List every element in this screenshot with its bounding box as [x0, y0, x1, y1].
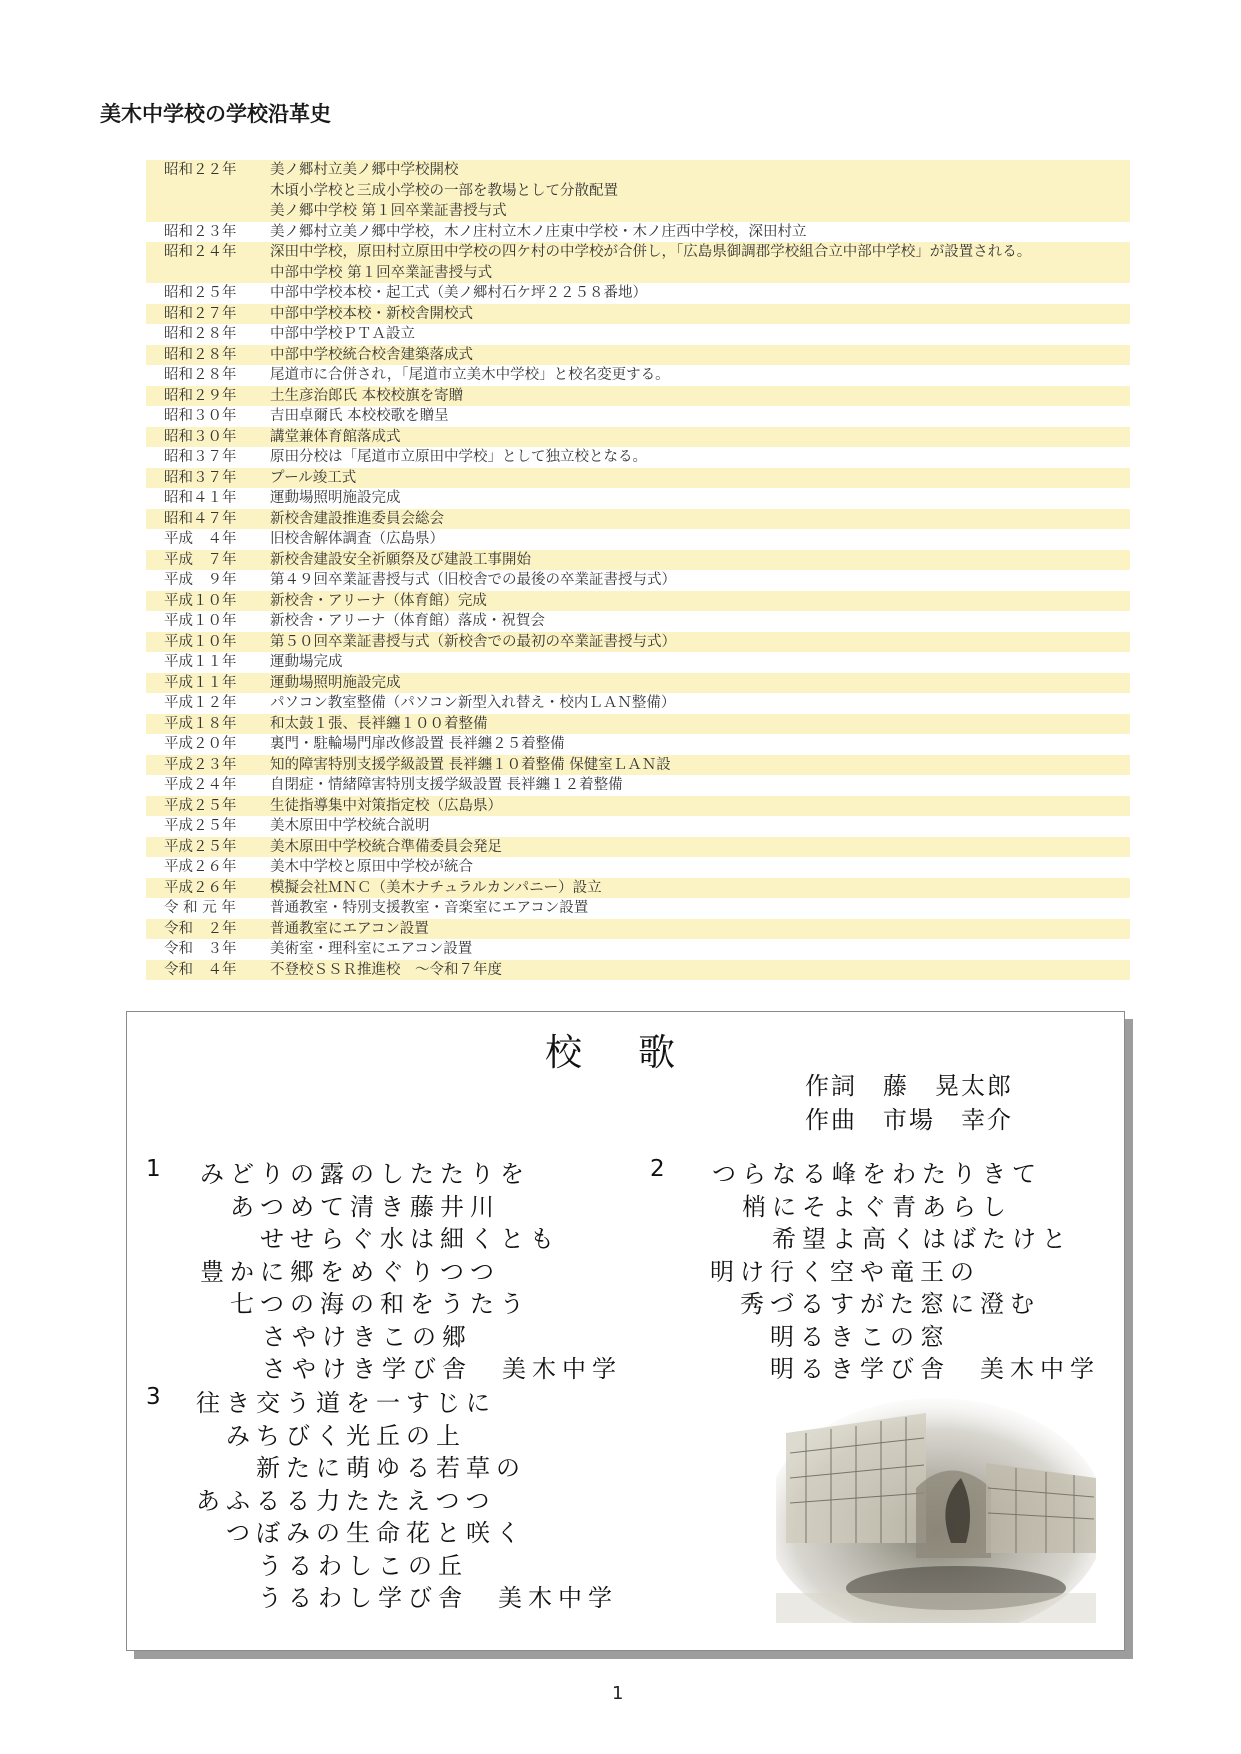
timeline-era: 令和 ４年	[164, 961, 237, 978]
timeline-event	[270, 488, 1130, 509]
timeline-era: 平成１２年	[164, 695, 237, 711]
timeline-era: 平成２６年	[164, 879, 237, 896]
verse-number: 3	[146, 1384, 161, 1410]
timeline-event-line: 中部中学校本校・新校舎開校式	[270, 305, 473, 322]
timeline-row	[146, 693, 1130, 714]
timeline-event-line: 中部中学校統合校舎建築落成式	[270, 346, 473, 363]
timeline-row	[146, 488, 1130, 509]
timeline-row	[146, 898, 1130, 919]
timeline-event-line: 普通教室・特別支援教室・音楽室にエアコン設置	[270, 900, 589, 916]
timeline-era: 平成２５年	[164, 797, 237, 814]
timeline-row	[146, 837, 1130, 858]
verse-number: 2	[650, 1156, 665, 1182]
verse-line: 秀づるすがた窓に澄む	[740, 1290, 1040, 1318]
timeline-era: 平成 ９年	[164, 572, 237, 588]
timeline-event-line: 土生彦治郎氏 本校校旗を寄贈	[270, 387, 464, 404]
verse-line: 梢にそよぐ青あらし	[742, 1192, 1012, 1221]
verse-line: うるわし学び舎 美木中学	[258, 1584, 618, 1612]
timeline-row	[146, 632, 1130, 653]
history-timeline	[146, 160, 1130, 980]
timeline-era: 昭和２８年	[164, 367, 237, 383]
timeline-row	[146, 550, 1130, 571]
verse-line: 往き交う道を一すじに	[196, 1389, 496, 1417]
song-title: 校歌	[545, 1031, 731, 1074]
timeline-era: 令和 ３年	[164, 941, 237, 957]
timeline-event	[270, 529, 1130, 550]
timeline-era: 平成２０年	[164, 736, 237, 752]
timeline-event-line: 美術室・理科室にエアコン設置	[270, 941, 473, 957]
verse-line: せせらぐ水は細くとも	[260, 1225, 560, 1253]
timeline-row	[146, 509, 1130, 530]
timeline-event	[270, 550, 1130, 571]
timeline-event	[270, 652, 1130, 673]
timeline-event	[270, 160, 1130, 222]
page-title: 美木中学校の学校沿革史	[100, 102, 331, 126]
verse-line: 明るきこの窓	[770, 1322, 950, 1351]
timeline-era: 昭和２８年	[164, 346, 237, 363]
verse-line: さやけき学び舎 美木中学	[262, 1355, 622, 1383]
timeline-row	[146, 857, 1130, 878]
timeline-event-line: 原田分校は「尾道市立原田中学校」として独立校となる。	[270, 449, 647, 465]
timeline-row	[146, 939, 1130, 960]
timeline-event-line: 和太鼓１張、長袢纏１００着整備	[270, 715, 488, 732]
timeline-event	[270, 406, 1130, 427]
timeline-event	[270, 591, 1130, 612]
timeline-era: 平成１０年	[164, 613, 237, 629]
timeline-row	[146, 529, 1130, 550]
timeline-event-line: 尾道市に合併され，「尾道市立美木中学校」と校名変更する。	[270, 367, 670, 383]
timeline-row	[146, 406, 1130, 427]
timeline-row	[146, 222, 1130, 243]
timeline-row	[146, 591, 1130, 612]
timeline-era: 昭和２３年	[164, 223, 237, 240]
timeline-event	[270, 304, 1130, 325]
timeline-event-line: 運動場照明施設完成	[270, 674, 401, 691]
timeline-event	[270, 324, 1130, 345]
timeline-event-line: 不登校ＳＳＲ推進校 ～令和７年度	[270, 961, 502, 978]
verse-line: 豊かに郷をめぐりつつ	[200, 1257, 500, 1286]
timeline-event-line: 美ノ郷村立美ノ郷中学校開校	[270, 162, 459, 178]
timeline-event	[270, 673, 1130, 694]
timeline-event	[270, 878, 1130, 899]
timeline-event	[270, 611, 1130, 632]
timeline-row	[146, 714, 1130, 735]
timeline-era: 昭和３０年	[164, 408, 237, 424]
timeline-era: 昭和２５年	[164, 285, 237, 301]
timeline-event	[270, 857, 1130, 878]
timeline-era: 平成１０年	[164, 592, 237, 609]
timeline-event	[270, 365, 1130, 386]
timeline-event-line: 運動場照明施設完成	[270, 490, 401, 506]
timeline-era: 昭和３７年	[164, 449, 237, 465]
verse-number: 1	[146, 1156, 161, 1182]
verse-line: 新たに萌ゆる若草の	[256, 1454, 526, 1482]
timeline-event-line: 新校舎・アリーナ（体育館）落成・祝賀会	[270, 613, 545, 629]
timeline-era: 平成１０年	[164, 633, 237, 650]
timeline-event	[270, 468, 1130, 489]
timeline-event	[270, 693, 1130, 714]
verse-line: つらなる峰をわたりきて	[712, 1160, 1042, 1188]
timeline-row	[146, 386, 1130, 407]
timeline-event	[270, 345, 1130, 366]
timeline-row	[146, 611, 1130, 632]
timeline-row	[146, 283, 1130, 304]
timeline-era: 令 和 元 年	[164, 900, 236, 916]
timeline-era: 平成２３年	[164, 756, 237, 773]
timeline-event	[270, 632, 1130, 653]
timeline-event-line: 普通教室にエアコン設置	[270, 920, 429, 937]
timeline-row	[146, 570, 1130, 591]
timeline-event-line: 旧校舎解体調査（広島県）	[270, 531, 444, 547]
timeline-event-line: 中部中学校 第１回卒業証書授与式	[270, 264, 493, 281]
verse-line: 明け行く空や竜王の	[710, 1257, 980, 1286]
timeline-event	[270, 796, 1130, 817]
timeline-era: 令和 ２年	[164, 920, 237, 937]
timeline-event-line: 吉田卓爾氏 本校校歌を贈呈	[270, 408, 449, 424]
timeline-era: 平成２４年	[164, 777, 237, 793]
timeline-row	[146, 345, 1130, 366]
timeline-row	[146, 734, 1130, 755]
timeline-era: 平成１８年	[164, 715, 237, 732]
timeline-row	[146, 242, 1130, 283]
timeline-event	[270, 447, 1130, 468]
timeline-era: 平成２５年	[164, 838, 237, 855]
timeline-event	[270, 898, 1130, 919]
timeline-era: 昭和４７年	[164, 510, 237, 527]
timeline-row	[146, 673, 1130, 694]
timeline-event	[270, 960, 1130, 981]
timeline-era: 平成１１年	[164, 674, 237, 691]
verse-line: みどりの露のしたたりを	[200, 1160, 530, 1188]
timeline-event	[270, 775, 1130, 796]
timeline-event-line: 木頃小学校と三成小学校の一部を教場として分散配置	[270, 182, 618, 199]
timeline-era: 昭和２７年	[164, 305, 237, 322]
timeline-event-line: 新校舎建設推進委員会総会	[270, 510, 444, 527]
verse-line: みちびく光丘の上	[226, 1421, 466, 1450]
verse-line: つぼみの生命花と咲く	[226, 1519, 526, 1547]
timeline-era: 昭和２９年	[164, 387, 237, 404]
timeline-event	[270, 222, 1130, 243]
timeline-row	[146, 919, 1130, 940]
timeline-row	[146, 755, 1130, 776]
timeline-event-line: 新校舎建設安全祈願祭及び建設工事開始	[270, 551, 531, 568]
timeline-era: 昭和３０年	[164, 428, 237, 445]
timeline-event-line: 深田中学校，原田村立原田中学校の四ケ村の中学校が合併し，「広島県御調郡学校組合立中部中学校」が設置される。	[270, 244, 1032, 260]
timeline-row	[146, 775, 1130, 796]
timeline-era: 平成１１年	[164, 654, 237, 670]
verse-line: あつめて清き藤井川	[230, 1192, 500, 1221]
timeline-era: 昭和２８年	[164, 326, 237, 342]
timeline-event	[270, 570, 1130, 591]
timeline-row	[146, 304, 1130, 325]
timeline-row	[146, 427, 1130, 448]
timeline-row	[146, 652, 1130, 673]
timeline-event-line: パソコン教室整備（パソコン新型入れ替え・校内ＬＡＮ整備）	[270, 695, 676, 711]
verse-line: うるわしこの丘	[258, 1551, 468, 1580]
verse-line: 希望よ高くはばたけと	[772, 1225, 1072, 1253]
timeline-event-line: 第４９回卒業証書授与式（旧校舎での最後の卒業証書授与式）	[270, 572, 676, 588]
timeline-row	[146, 447, 1130, 468]
timeline-event	[270, 509, 1130, 530]
timeline-era: 平成 ７年	[164, 551, 237, 568]
verse-line: 七つの海の和をうたう	[230, 1290, 530, 1318]
lyricist-credit: 作詞 藤 晃太郎	[805, 1072, 1013, 1100]
school-building-illustration	[776, 1393, 1096, 1623]
timeline-era: 昭和３７年	[164, 469, 237, 486]
timeline-era: 平成２５年	[164, 818, 237, 834]
timeline-event	[270, 837, 1130, 858]
timeline-era: 昭和４１年	[164, 490, 237, 506]
timeline-row	[146, 878, 1130, 899]
timeline-row	[146, 468, 1130, 489]
timeline-event-line: 中部中学校ＰＴＡ設立	[270, 326, 415, 342]
timeline-row	[146, 816, 1130, 837]
timeline-row	[146, 160, 1130, 222]
page-number: 1	[612, 1683, 624, 1704]
timeline-event-line: 講堂兼体育館落成式	[270, 428, 401, 445]
verse-line: あふるる力たたえつつ	[196, 1486, 496, 1515]
timeline-event	[270, 714, 1130, 735]
timeline-event-line: 美木中学校と原田中学校が統合	[270, 859, 473, 875]
timeline-event-line: 裏門・駐輪場門扉改修設置 長袢纏２５着整備	[270, 736, 565, 752]
timeline-row	[146, 796, 1130, 817]
timeline-era: 昭和２２年	[164, 162, 237, 178]
timeline-event	[270, 386, 1130, 407]
timeline-event-line: 生徒指導集中対策指定校（広島県）	[270, 797, 502, 814]
timeline-event	[270, 939, 1130, 960]
timeline-event-line: 美ノ郷中学校 第１回卒業証書授与式	[270, 203, 507, 219]
timeline-event-line: 美木原田中学校統合説明	[270, 818, 430, 834]
timeline-event-line: 新校舎・アリーナ（体育館）完成	[270, 592, 487, 609]
timeline-row	[146, 960, 1130, 981]
timeline-event-line: プール竣工式	[270, 469, 357, 486]
timeline-era: 昭和２４年	[164, 244, 237, 260]
timeline-event-line: 知的障害特別支援学級設置 長袢纏１０着整備 保健室ＬＡＮ設	[270, 756, 671, 773]
timeline-event-line: 美ノ郷村立美ノ郷中学校，木ノ庄村立木ノ庄東中学校・木ノ庄西中学校，深田村立	[270, 223, 807, 240]
timeline-event-line: 第５０回卒業証書授与式（新校舎での最初の卒業証書授与式）	[270, 633, 676, 650]
timeline-event	[270, 919, 1130, 940]
timeline-event-line: 自閉症・情緒障害特別支援学級設置 長袢纏１２着整備	[270, 777, 623, 793]
timeline-event	[270, 242, 1130, 283]
timeline-event	[270, 427, 1130, 448]
timeline-row	[146, 324, 1130, 345]
timeline-event	[270, 816, 1130, 837]
timeline-event-line: 運動場完成	[270, 654, 343, 670]
verse-line: 明るき学び舎 美木中学	[770, 1355, 1100, 1383]
timeline-era: 平成２６年	[164, 859, 237, 875]
composer-credit: 作曲 市場 幸介	[805, 1106, 1013, 1134]
timeline-event	[270, 283, 1130, 304]
timeline-event-line: 中部中学校本校・起工式（美ノ郷村石ケ坪２２５８番地）	[270, 285, 647, 301]
timeline-event	[270, 755, 1130, 776]
timeline-event-line: 美木原田中学校統合準備委員会発足	[270, 838, 502, 855]
timeline-era: 平成 ４年	[164, 531, 237, 547]
timeline-event-line: 模擬会社ＭＮＣ（美木ナチュラルカンパニー）設立	[270, 879, 602, 896]
timeline-event	[270, 734, 1130, 755]
verse-line: さやけきこの郷	[262, 1322, 472, 1351]
timeline-row	[146, 365, 1130, 386]
